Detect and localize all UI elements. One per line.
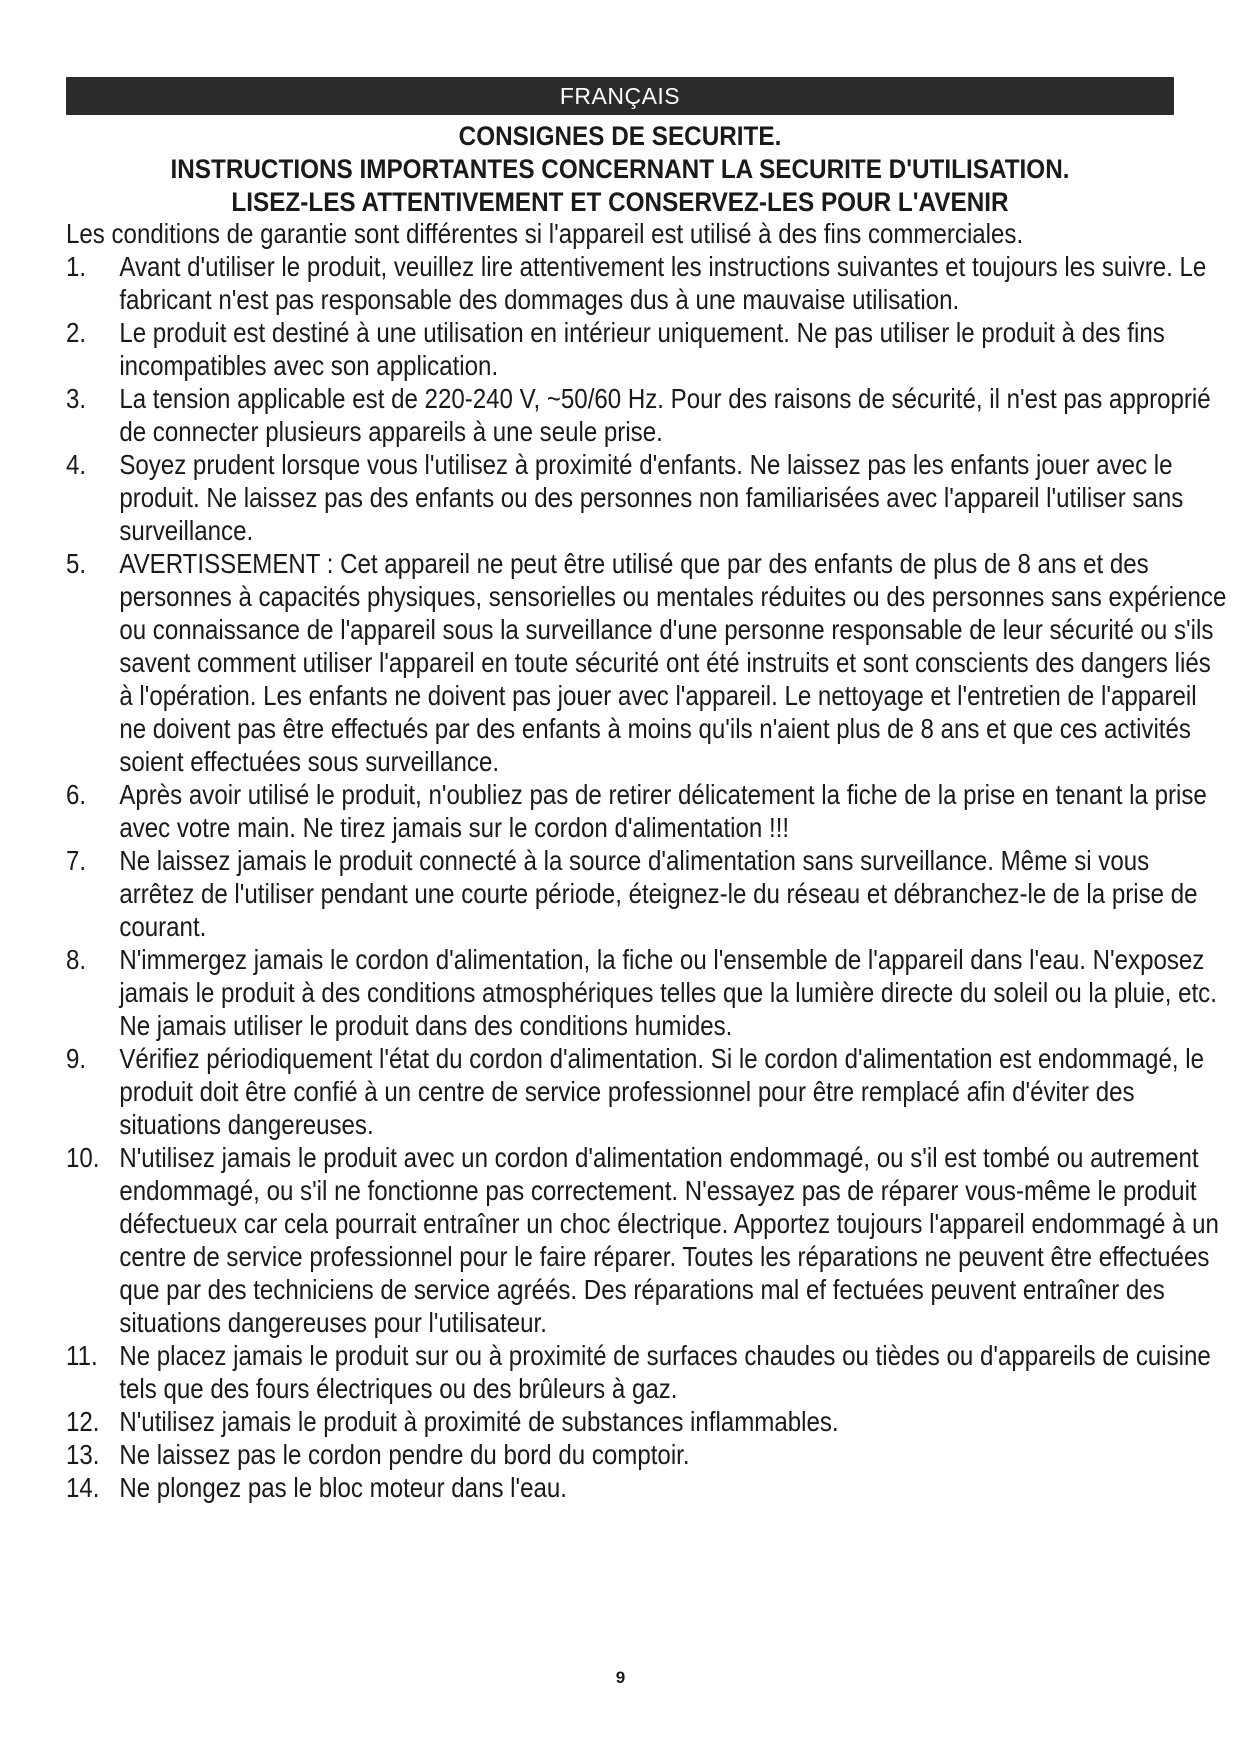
item-text: Ne placez jamais le produit sur ou à proximité de surfaces chaudes ou tièdes ou d'appareils de cuisine tels que des fours électriques ou des brûleurs à gaz. (119, 1340, 1211, 1404)
instruction-item-2 (66, 316, 1227, 382)
item-number: 13. (66, 1439, 100, 1470)
safety-instructions (66, 217, 1227, 1504)
instruction-item-7 (66, 844, 1227, 943)
heading-title: CONSIGNES DE SECURITE. (458, 121, 782, 151)
item-text: Ne laissez jamais le produit connecté à la source d'alimentation sans surveillance. Même si vous arrêtez de l'utiliser pendant une courte période, éteignez-le du réseau et débranchez-le de la prise de courant. (119, 845, 1198, 942)
item-number: 1. (66, 251, 87, 282)
item-number: 4. (66, 449, 87, 480)
instruction-item-10 (66, 1141, 1227, 1339)
item-number: 6. (66, 779, 87, 810)
item-text: Le produit est destiné à une utilisation en intérieur uniquement. Ne pas utiliser le produit à des fins incompatibles avec son application. (119, 317, 1165, 381)
item-number: 10. (66, 1142, 100, 1173)
instruction-item-3 (66, 382, 1227, 448)
item-number: 11. (66, 1340, 98, 1371)
item-number: 2. (66, 317, 87, 348)
item-text: Après avoir utilisé le produit, n'oubliez pas de retirer délicatement la fiche de la prise en tenant la prise avec votre main. Ne tirez jamais sur le cordon d'alimentation !!! (119, 779, 1207, 843)
item-text: N'immergez jamais le cordon d'alimentation, la fiche ou l'ensemble de l'appareil dans l'eau. N'exposez jamais le produit à des conditions atmosphériques telles que la lumière directe du soleil ou la pluie, etc. Ne jamais utiliser le produit dans des conditions humides. (119, 944, 1217, 1041)
item-text: La tension applicable est de 220-240 V, ~50/60 Hz. Pour des raisons de sécurité, il n'est pas approprié de connecter plusieurs appareils à une seule prise. (119, 383, 1211, 447)
instruction-item-9 (66, 1042, 1227, 1141)
item-text: Vérifiez périodiquement l'état du cordon d'alimentation. Si le cordon d'alimentation est endommagé, le produit doit être confié à un centre de service professionnel pour être remplacé afin d'éviter des situations dangereuses. (119, 1043, 1204, 1140)
warranty-intro: Les conditions de garantie sont différentes si l'appareil est utilisé à des fins commerciales. (66, 218, 1024, 249)
item-number: 9. (66, 1043, 87, 1074)
instruction-item-12 (66, 1405, 1227, 1438)
safety-headings (121, 120, 1118, 219)
instruction-item-8 (66, 943, 1227, 1042)
instruction-item-13 (66, 1438, 1227, 1471)
heading-instruction: LISEZ-LES ATTENTIVEMENT ET CONSERVEZ-LES POUR L'AVENIR (231, 187, 1009, 217)
item-text: Ne plongez pas le bloc moteur dans l'eau. (119, 1472, 568, 1503)
language-header-bar: FRANÇAIS (66, 77, 1174, 115)
heading-subtitle: INSTRUCTIONS IMPORTANTES CONCERNANT LA SECURITE D'UTILISATION. (170, 154, 1070, 184)
item-text: N'utilisez jamais le produit avec un cordon d'alimentation endommagé, ou s'il est tombé ou autrement endommagé, ou s'il ne fonctionne pas correctement. N'essayez pas de réparer vous-même le produit défectueux car cela pourrait entraîner un choc électrique. Apportez toujours l'appareil endommagé à un centre de service professionnel pour le faire réparer. Toutes les réparations ne peuvent être effectuées que par des techniciens de service agréés. Des réparations mal ef fectuées peuvent entraîner des situations dangereuses pour l'utilisateur. (119, 1142, 1219, 1338)
item-text: Soyez prudent lorsque vous l'utilisez à proximité d'enfants. Ne laissez pas les enfants jouer avec le produit. Ne laissez pas des enfants ou des personnes non familiarisées avec l'appareil l'utiliser sans surveillance. (119, 449, 1184, 546)
item-number: 5. (66, 548, 87, 579)
instruction-item-4 (66, 448, 1227, 547)
instruction-item-5 (66, 547, 1227, 778)
item-number: 12. (66, 1406, 100, 1437)
item-number: 14. (66, 1472, 100, 1503)
instruction-item-14 (66, 1471, 1227, 1504)
item-text: N'utilisez jamais le produit à proximité de substances inflammables. (119, 1406, 839, 1437)
item-number: 7. (66, 845, 87, 876)
item-number: 3. (66, 383, 87, 414)
item-number: 8. (66, 944, 87, 975)
item-text: Ne laissez pas le cordon pendre du bord du comptoir. (119, 1439, 690, 1470)
page-number: 9 (615, 1668, 626, 1687)
item-text: AVERTISSEMENT : Cet appareil ne peut être utilisé que par des enfants de plus de 8 ans et des personnes à capacités physiques, sensorielles ou mentales réduites ou des personnes sans expérience ou connaissance de l'appareil sous la surveillance d'une personne responsable de leur sécurité ou s'ils savent comment utiliser l'appareil en toute sécurité ont été instruits et sont conscients des dangers liés à l'opération. Les enfants ne doivent pas jouer avec l'appareil. Le nettoyage et l'entretien de l'appareil ne doivent pas être effectués par des enfants à moins qu'ils n'aient plus de 8 ans et que ces activités soient effectuées sous surveillance. (119, 548, 1227, 777)
instruction-item-1 (66, 250, 1227, 316)
instruction-item-6 (66, 778, 1227, 844)
instruction-item-11 (66, 1339, 1227, 1405)
item-text: Avant d'utiliser le produit, veuillez lire attentivement les instructions suivantes et toujours les suivre. Le fabricant n'est pas responsable des dommages dus à une mauvaise utilisation. (119, 251, 1207, 315)
